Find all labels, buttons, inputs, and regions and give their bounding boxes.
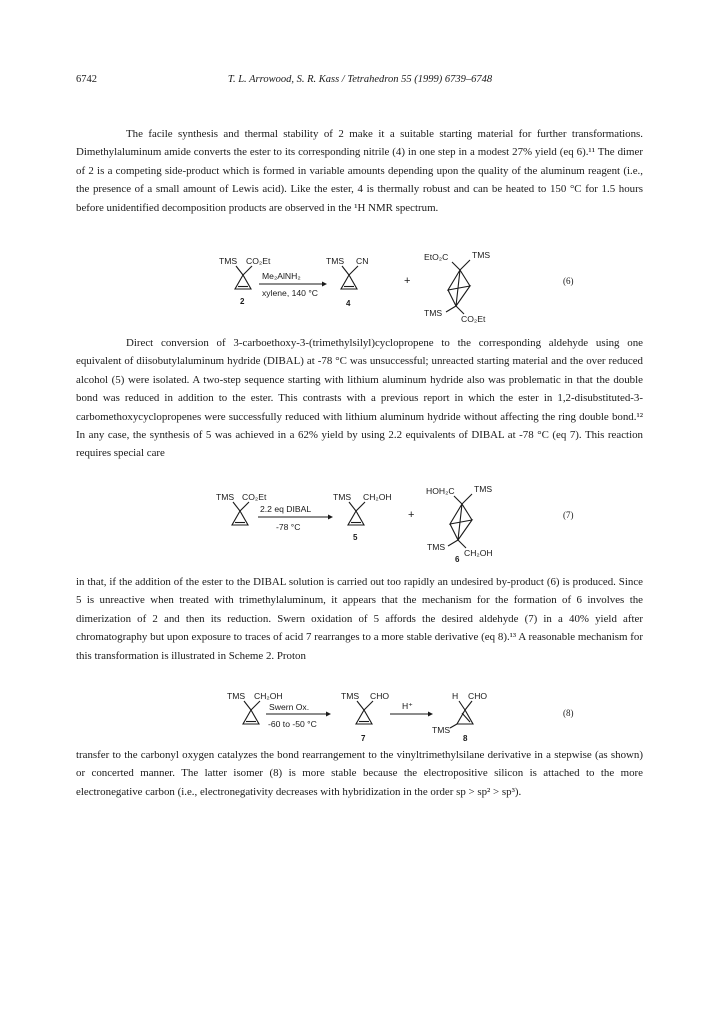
eq6-dimer-bottom-tms: TMS bbox=[424, 308, 443, 318]
paragraph-2: Direct conversion of 3-carboethoxy-3-(trimethylsilyl)cyclopropene to the corresponding aldehyde using one equivalent of diisobutylaluminum hydride (DIBAL) at -78 °C was unsuccessful; unreacted starting material and the over reduced alcohol (5) were isolated. A two-step sequence starting with lithium aluminum hydride also was problematic in that the double bond was reduced in addition to the ester. This contrasts with a previous report in which the ester in 1,2-disubstituted-3-carbomethoxycyclopropenes were successfully reduced with lithium aluminum hydride without affecting the ring double bond.¹² In any case, the synthesis of 5 was achieved in a 62% yield by using 2.2 equivalents of DIBAL at -78 °C (eq 7). This reaction requires special care bbox=[76, 337, 643, 460]
eq7-dimer-top-group: HOH₂C bbox=[426, 486, 455, 496]
eq6-dimer-top-group: EtO₂C bbox=[424, 252, 449, 262]
paragraph-3: in that, if the addition of the ester to the DIBAL solution is carried out too rapidly an undesired by-product (6) is produced. Since 5 is unreactive when treated with trimethylaluminum, it appears that the mechanism for the formation of 6 involves the dimerization of 2 and then its reduction. Swern oxidation of 5 affords the desired aldehyde (7) in a 40% yield after chromatography but upon exposure to traces of acid 7 rearranges to a more stable derivative (eq 8).¹³ A reasonable mechanism for this transformation is illustrated in Scheme 2. Proton bbox=[76, 576, 643, 662]
paragraph-1: The facile synthesis and thermal stability of 2 make it a suitable starting material for further transformations. Dimethylaluminum amide converts the ester to its corresponding nitrile (4) in one step in a modest 27% yield (eq 6).¹¹ The dimer of 2 is a competing side-product which is formed in variable amounts depending upon the quality of the aluminum reagent (i.e., the presence of a small amount of Lewis acid). Like the ester, 4 is thermally robust and can be heated to 150 °C for 1.5 hours before unidentified decomposition products are observed in the ¹H NMR spectrum. bbox=[76, 128, 643, 214]
eq8-mid-number: 7 bbox=[361, 734, 366, 743]
eq7-product-tms: TMS bbox=[333, 492, 352, 502]
eq6-reactant-tms: TMS bbox=[219, 256, 238, 266]
equation-8-drawing bbox=[0, 688, 720, 744]
eq7-plus: + bbox=[408, 509, 415, 521]
equation-8-scheme bbox=[0, 688, 720, 744]
eq7-dimer-bottom-tms: TMS bbox=[427, 542, 446, 552]
eq7-dimer-core bbox=[450, 504, 472, 540]
equation-6-scheme bbox=[0, 246, 720, 324]
eq7-dimer-top-tms: TMS bbox=[474, 484, 493, 494]
page-number: 6742 bbox=[76, 74, 97, 85]
eq6-dimer-bottom-group: CO₂Et bbox=[461, 314, 486, 324]
eq6-dimer-top-tms: TMS bbox=[472, 250, 491, 260]
eq8-reactant-tms: TMS bbox=[227, 691, 246, 701]
eq6-reactant-number: 2 bbox=[240, 297, 245, 306]
eq7-product-group: CH₂OH bbox=[363, 492, 392, 502]
eq7-reactant-group: CO₂Et bbox=[242, 492, 267, 502]
eq6-product-number: 4 bbox=[346, 299, 351, 308]
running-header bbox=[76, 74, 644, 90]
eq8-reagent-2: H⁺ bbox=[402, 701, 413, 711]
eq8-product-tms: TMS bbox=[432, 725, 451, 735]
eq6-reactant-group: CO₂Et bbox=[246, 256, 271, 266]
eq7-conditions: -78 °C bbox=[276, 522, 301, 532]
eq7-reactant-tms: TMS bbox=[216, 492, 235, 502]
eq8-conditions: -60 to -50 °C bbox=[268, 719, 317, 729]
eq8-product-h: H bbox=[452, 691, 459, 701]
eq8-product-number: 8 bbox=[463, 734, 468, 743]
eq7-label: (7) bbox=[563, 510, 574, 520]
equation-6-drawing bbox=[0, 246, 720, 324]
eq8-label: (8) bbox=[563, 708, 574, 718]
eq6-plus: + bbox=[404, 275, 411, 287]
running-title: T. L. Arrowood, S. R. Kass / Tetrahedron 55 (1999) 6739–6748 bbox=[227, 74, 493, 85]
eq6-conditions: xylene, 140 °C bbox=[262, 288, 318, 298]
eq6-product-group: CN bbox=[356, 256, 369, 266]
equation-7-drawing bbox=[0, 478, 720, 562]
eq6-label: (6) bbox=[563, 276, 574, 286]
eq7-dimer-number: 6 bbox=[455, 555, 460, 562]
equation-7-scheme bbox=[0, 478, 720, 562]
eq6-product-tms: TMS bbox=[326, 256, 345, 266]
paragraph-4: transfer to the carbonyl oxygen catalyzes the bond rearrangement to the vinyltrimethylsilane derivative in a stepwise (as shown) or concerted manner. The latter isomer (8) is more stable because the electropositive silicon is attached to the more electronegative carbon (i.e., electronegativity decreases with hybridization in the order sp > sp² > sp³). bbox=[76, 749, 643, 798]
eq8-mid-tms: TMS bbox=[341, 691, 360, 701]
eq6-reagent: Me₂AlNH₂ bbox=[262, 271, 301, 281]
eq8-mid-group: CHO bbox=[370, 691, 390, 701]
eq7-dimer-bottom-group: CH₂OH bbox=[464, 548, 493, 558]
eq8-reactant-group: CH₂OH bbox=[254, 691, 283, 701]
eq8-product-group: CHO bbox=[468, 691, 488, 701]
eq6-dimer-core bbox=[448, 270, 470, 306]
eq8-reagent: Swern Ox. bbox=[269, 702, 310, 712]
eq7-reagent: 2.2 eq DIBAL bbox=[260, 504, 312, 514]
eq7-product-number: 5 bbox=[353, 533, 358, 542]
